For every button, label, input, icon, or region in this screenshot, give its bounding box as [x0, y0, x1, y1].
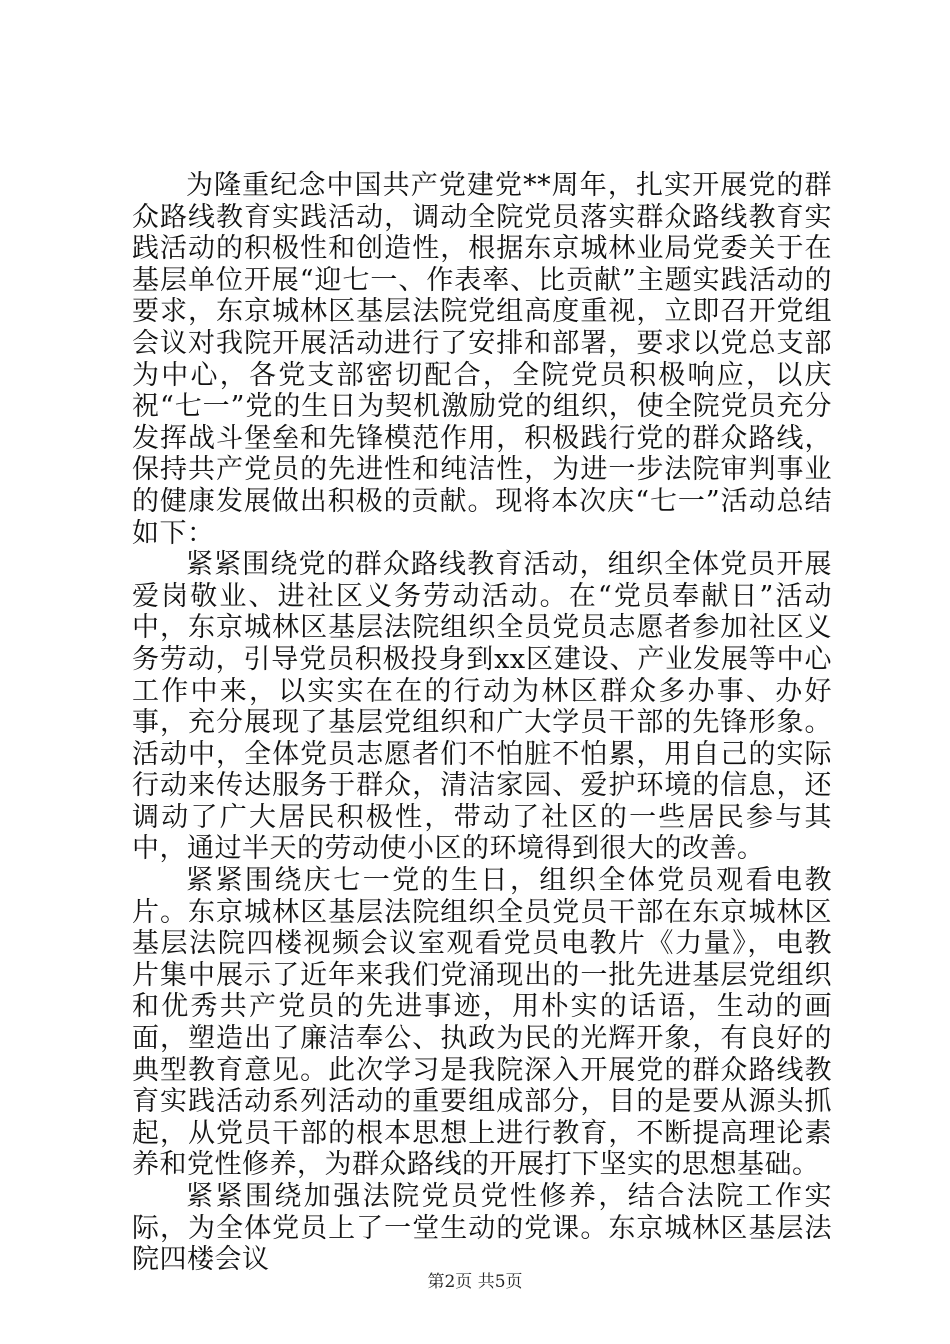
paragraph-volunteer-labor: 紧紧围绕党的群众路线教育活动，组织全体党员开展爱岗敬业、进社区义务劳动活动。在“党员奉献日”活动中，东京城林区基层法院组织全员党员志愿者参加社区义务劳动，引导党员积极投身到xx区建设、产业发展等中心工作中来，以实实在在的行动为林区群众多办事、办好事，充分展现了基层党组织和广大学员干部的先锋形象。活动中，全体党员志愿者们不怕脏不怕累，用自己的实际行动来传达服务于群众，清洁家园、爱护环境的信息，还调动了广大居民积极性，带动了社区的一些居民参与其中，通过半天的劳动使小区的环境得到很大的改善。 — [132, 549, 832, 865]
document-body — [132, 170, 832, 1276]
page-number-footer: 第2页 共5页 — [427, 1272, 523, 1292]
paragraph-intro: 为隆重纪念中国共产党建党**周年，扎实开展党的群众路线教育实践活动，调动全院党员落实群众路线教育实践活动的积极性和创造性，根据东京城林业局党委关于在基层单位开展“迎七一、作表率、比贡献”主题实践活动的要求，东京城林区基层法院党组高度重视，立即召开党组会议对我院开展活动进行了安排和部署，要求以党总支部为中心，各党支部密切配合，全院党员积极响应，以庆祝“七一”党的生日为契机激励党的组织，使全院党员充分发挥战斗堡垒和先锋模范作用，积极践行党的群众路线，保持共产党员的先进性和纯洁性，为进一步法院审判事业的健康发展做出积极的贡献。现将本次庆“七一”活动总结如下： — [132, 170, 832, 549]
paragraph-film-viewing: 紧紧围绕庆七一党的生日，组织全体党员观看电教片。东京城林区基层法院组织全员党员干部在东京城林区基层法院四楼视频会议室观看党员电教片《力量》，电教片集中展示了近年来我们党涌现出的一批先进基层党组织和优秀共产党员的先进事迹，用朴实的话语，生动的画面，塑造出了廉洁奉公、执政为民的光辉开象，有良好的典型教育意见。此次学习是我院深入开展党的群众路线教育实践活动系列活动的重要组成部分，目的是要从源头抓起，从党员干部的根本思想上进行教育，不断提高理论素养和党性修养，为群众路线的开展打下坚实的思想基础。 — [132, 865, 832, 1181]
paragraph-party-lesson: 紧紧围绕加强法院党员党性修养，结合法院工作实际，为全体党员上了一堂生动的党课。东京城林区基层法院四楼会议 — [132, 1181, 832, 1276]
